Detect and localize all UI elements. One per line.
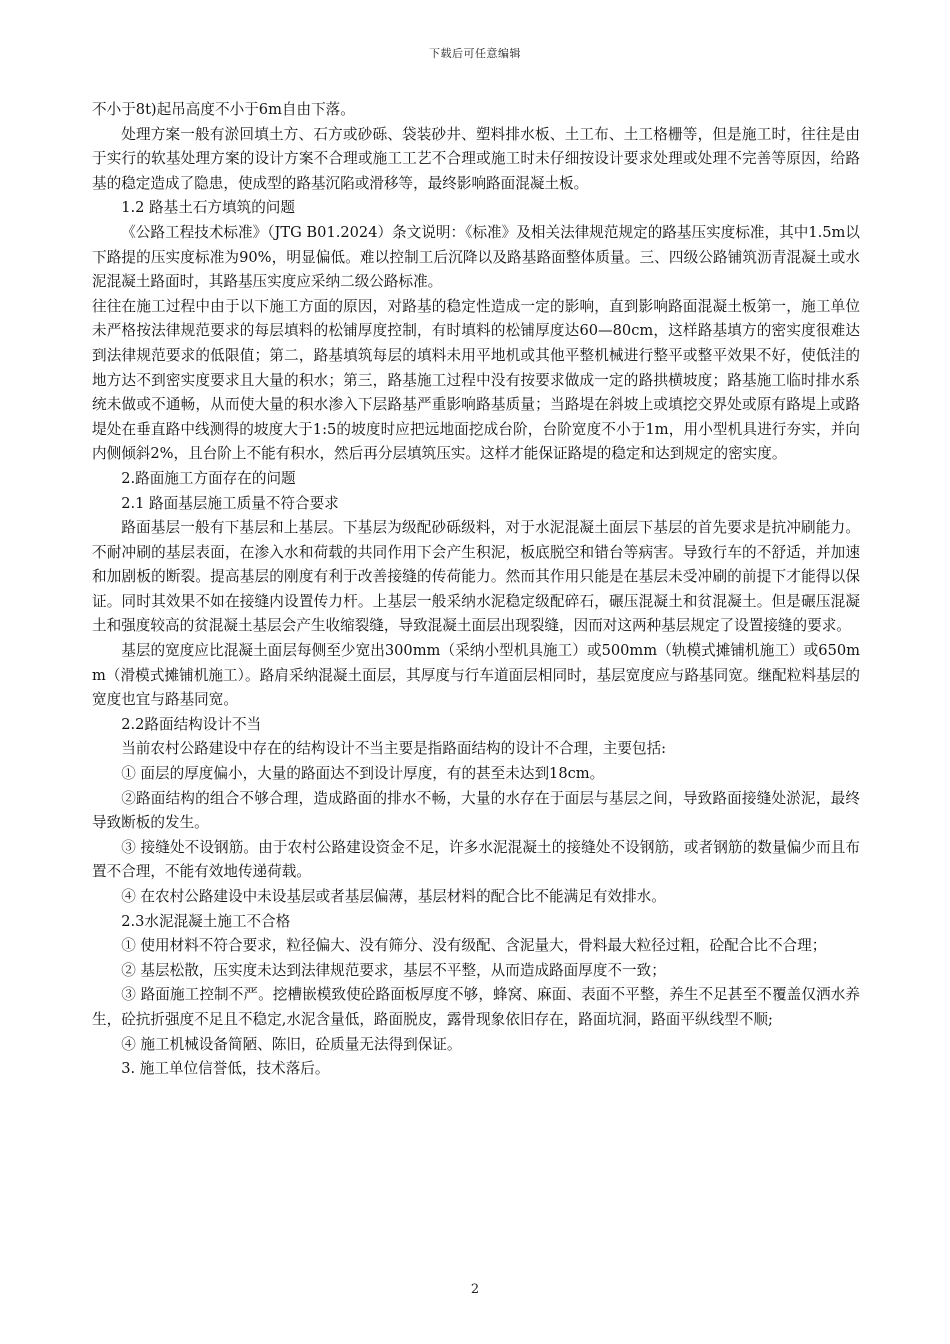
paragraph: 基层的宽度应比混凝土面层每侧至少宽出300mm（采纳小型机具施工）或500mm（轨模式摊铺机施工）或650mm（滑模式摊铺机施工）。路肩采纳混凝土面层，其厚度与行车道面层相同时，基层宽度应与路基同宽。继配粒料基层的宽度也宜与路基同宽。 [92,642,860,709]
paragraph: 不小于8t)起吊高度不小于6m自由下落。 [92,101,355,118]
section-heading: 3. 施工单位信誉低，技术落后。 [121,1060,330,1078]
paragraph: 《公路工程技术标准》（JTG B01.2024）条文说明：《标准》及相关法律规范规定的路基压实度标准，其中1.5m以下路提的压实度标准为90%，明显偏低。难以控制工后沉降以及路基路面整体质量。三、四级公路铺筑沥青混凝土或水泥混凝土路面时，其路基压实度应采纳二级公路标准。 [92,223,860,291]
list-item: ③ 路面施工控制不严。挖槽嵌模致使砼路面板厚度不够，蜂窝、麻面、表面不平整，养生不足甚至不覆盖仅洒水养生，砼抗折强度不足且不稳定,水泥含量低，路面脱皮，露骨现象依旧存在，路面坑洞，路面平纵线型不顺; [92,986,860,1028]
page-header: 下载后可任意编辑 [429,47,521,60]
list-item: ① 面层的厚度偏小，大量的路面达不到设计厚度，有的甚至未达到18cm。 [121,765,605,783]
section-heading: 2.3水泥混凝土施工不合格 [121,912,291,930]
paragraph: 当前农村公路建设中存在的结构设计不当主要是指路面结构的设计不合理，主要包括: [121,740,667,758]
section-heading: 2.路面施工方面存在的问题 [121,469,296,487]
list-item: ④ 施工机械设备简陋、陈旧，砼质量无法得到保证。 [121,1035,462,1053]
paragraph: 路面基层一般有下基层和上基层。下基层为级配砂砾级料，对于水泥混凝土面层下基层的首先要求是抗冲刷能力。不耐冲刷的基层表面，在渗入水和荷载的共同作用下会产生积泥，板底脱空和错台等病害。导致行车的不舒适，并加速和加剧板的断裂。提高基层的刚度有利于改善接缝的传荷能力。然而其作用只能是在基层未受冲刷的前提下才能得以保证。同时其效果不如在接缝内设置传力杆。上基层一般采纳水泥稳定级配碎石，碾压混凝土和贫混凝土。但是碾压混凝土和强度较高的贫混凝土基层会产生收缩裂缝，导致混凝土面层出现裂缝，因而对这两种基层规定了设置接缝的要求。 [92,519,860,635]
paragraph: 往往在施工过程中由于以下施工方面的原因，对路基的稳定性造成一定的影响，直到影响路面混凝土板第一，施工单位未严格按法律规范要求的每层填料的松铺厚度控制，有时填料的松铺厚度达60—80cm，这样路基填方的密实度很难达到法律规范要求的低限值；第二，路基填筑每层的填料未用平地机或其他平整机械进行整平或整平效果不好，使低洼的地方达不到密实度要求且大量的积水；第三，路基施工过程中没有按要求做成一定的路拱横坡度；路基施工临时排水系统未做或不通畅，从而使大量的积水渗入下层路基严重影响路基质量；当路堤在斜坡上或填挖交界处或原有路堤上或路堤处在垂直路中线测得的坡度大于1:5的坡度时应把远地面挖成台阶，台阶宽度不小于1m，用小型机具进行夯实，并向内侧倾斜2%，且台阶上不能有积水，然后再分层填筑压实。这样才能保证路堤的稳定和达到规定的密实度。 [92,297,860,463]
section-heading: 1.2 路基土石方填筑的问题 [121,199,295,217]
paragraph: 处理方案一般有淤回填土方、石方或砂砾、袋装砂井、塑料排水板、土工布、土工格栅等，但是施工时，往往是由于实行的软基处理方案的设计方案不合理或施工工艺不合理或施工时未仔细按设计要求处理或处理不完善等原因，给路基的稳定造成了隐患，使成型的路基沉陷或滑移等，最终影响路面混凝土板。 [92,125,860,192]
list-item: ① 使用材料不符合要求，粒径偏大、没有筛分、没有级配、含泥量大，骨料最大粒径过粗，砼配合比不合理； [121,937,827,955]
page-number: 2 [470,1282,480,1297]
document-body [92,98,860,1082]
list-item: ③ 接缝处不设钢筋。由于农村公路建设资金不足，许多水泥混凝土的接缝处不设钢筋，或者钢筋的数量偏少而且布置不合理，不能有效地传递荷载。 [92,838,860,881]
section-heading: 2.2路面结构设计不当 [121,715,262,733]
list-item: ②路面结构的组合不够合理，造成路面的排水不畅，大量的水存在于面层与基层之间，导致路面接缝处淤泥，最终导致断板的发生。 [92,789,860,832]
list-item: ② 基层松散，压实度未达到法律规范要求，基层不平整，从而造成路面厚度不一致； [121,961,666,979]
list-item: ④ 在农村公路建设中未设基层或者基层偏薄，基层材料的配合比不能满足有效排水。 [121,888,666,905]
section-heading: 2.1 路面基层施工质量不符合要求 [121,494,339,512]
